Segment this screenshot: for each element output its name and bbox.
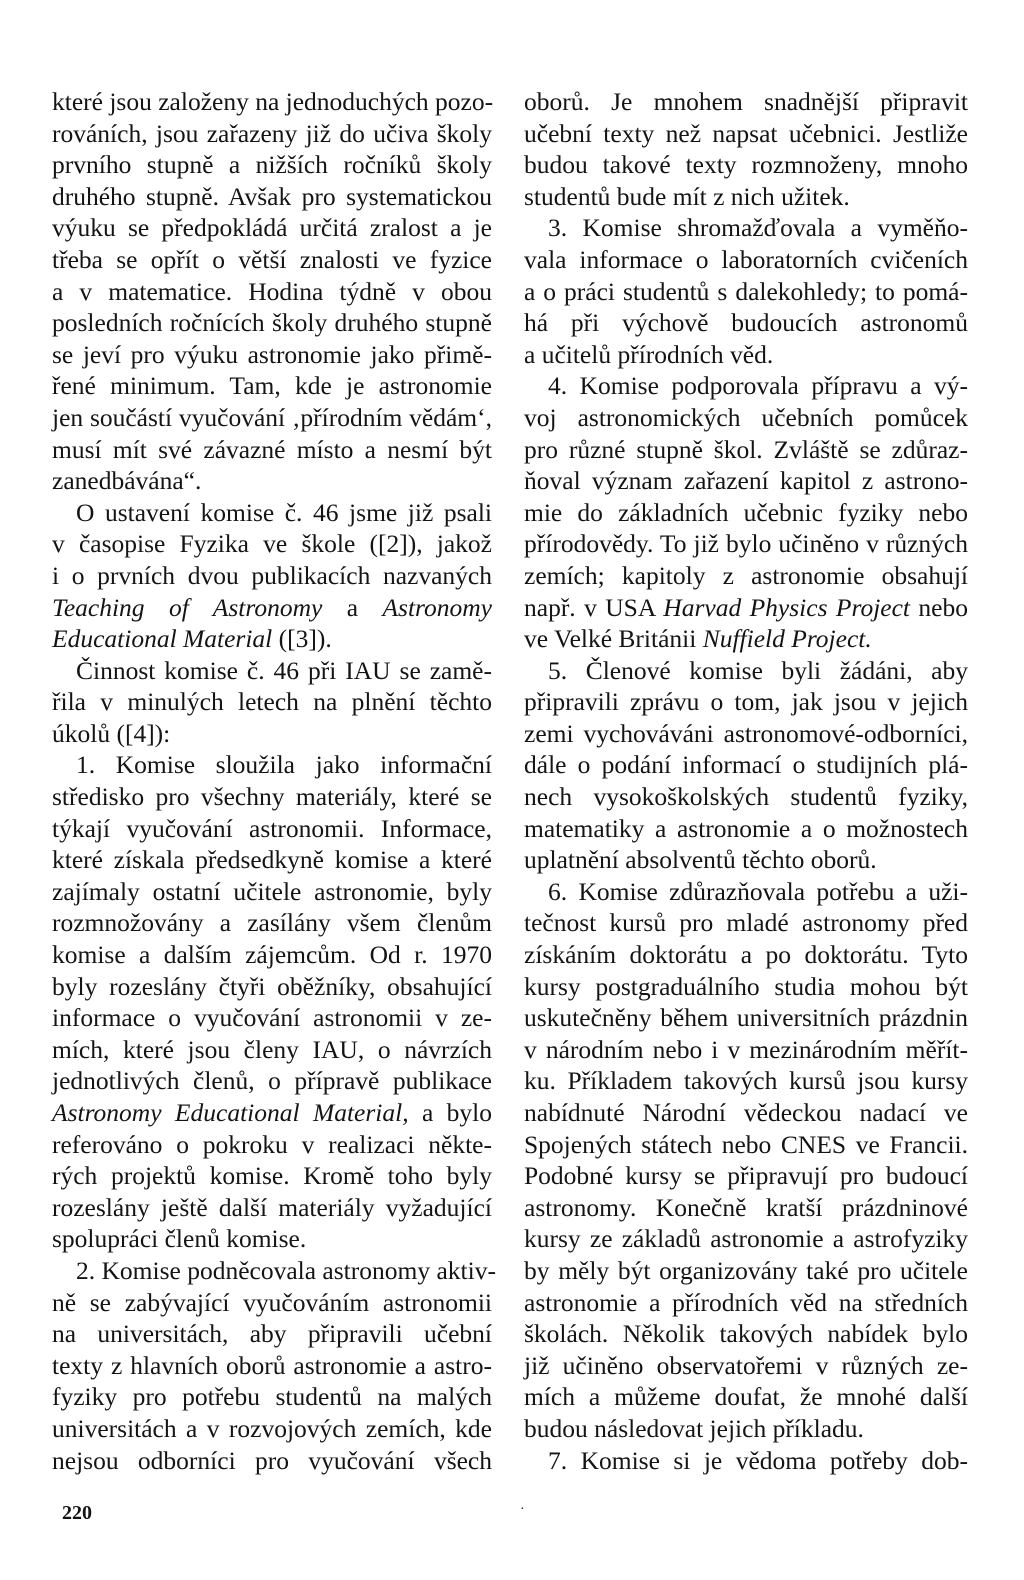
text-line: a učitelů přírodních věd.: [524, 339, 774, 369]
text-line: rozeslány ještě další materiály vyžadující: [52, 1192, 492, 1222]
text-line: školách. Několik takových nabídek bylo: [524, 1319, 968, 1349]
text-line: rozmnožovány a zasílány všem členům: [52, 908, 492, 938]
text-line: astronomy. Konečně kratší prázdninové: [524, 1192, 968, 1222]
right-column: [524, 86, 968, 1476]
text-line: rých projektů komise. Kromě toho byly: [52, 1161, 492, 1191]
text-line: řila v minulých letech na plnění těchto: [52, 687, 492, 717]
text-line: O ustavení komise č. 46 jsme již psali: [76, 497, 492, 527]
text-fragment: např. v USA: [524, 592, 664, 622]
text-line: rováních, jsou zařazeny již do učiva školy: [52, 118, 492, 148]
text-line: 7. Komise si je vědoma potřeby dob-: [548, 1445, 968, 1475]
text-line: referováno o pokroku v realizaci někte-: [52, 1129, 492, 1159]
text-line: universitách a v rozvojových zemích, kde: [52, 1413, 492, 1443]
text-line: i o prvních dvou publikacích nazvaných: [52, 560, 492, 590]
text-line: Podobné kursy se připravují pro budoucí: [524, 1161, 968, 1191]
text-line: a v matematice. Hodina týdně v obou: [52, 276, 492, 306]
text-line: ně se zabývající vyučováním astronomii: [52, 1287, 492, 1317]
text-line: posledních ročnících školy druhého stupně: [52, 308, 492, 338]
text-line: musí mít své závazné místo a nesmí být: [52, 434, 492, 464]
text-line: mie do základních učebnic fyziky nebo: [524, 497, 968, 527]
text-line: mích, které jsou členy IAU, o návrzích: [52, 1034, 492, 1064]
text-line: zemi vychováváni astronomové-odborníci,: [524, 718, 968, 748]
text-line: 5. Členové komise byli žádáni, aby: [548, 655, 968, 685]
text-line: ňoval význam zařazení kapitol z astrono-: [524, 466, 968, 496]
text-line: oborů. Je mnohem snadnější připravit: [524, 87, 968, 116]
text-line: v časopise Fyzika ve škole ([2]), jakož: [52, 529, 492, 559]
text-line: budou takové texty rozmnoženy, mnoho: [524, 150, 968, 180]
text-line: týkají vyučování astronomii. Informace,: [52, 813, 492, 843]
text-fragment: ve Velké Británii: [524, 624, 703, 654]
text-fragment: ([3]).: [272, 624, 332, 654]
text-line: připravili zprávu o tom, jak jsou v jejich: [524, 687, 968, 717]
text-line: astronomie a přírodních věd na středních: [524, 1287, 968, 1317]
text-line: by měly být organizovány také pro učitele: [524, 1255, 968, 1285]
text-line: tečnost kursů pro mladé astronomy před: [524, 908, 968, 938]
text-line: zanedbávána“.: [52, 466, 202, 496]
text-line: matematiky a astronomie a o možnostech: [524, 813, 968, 843]
text-line: učební texty než napsat učebnici. Jestliže: [524, 118, 968, 148]
text-line: [52, 1097, 492, 1129]
text-line: jednotlivých členů, o přípravě publikace: [52, 1066, 492, 1096]
italic-title: Harvad Physics Project: [663, 592, 911, 622]
text-line: uplatnění absolventů těchto oborů.: [524, 845, 877, 875]
text-line: spolupráci členů komise.: [52, 1224, 307, 1254]
text-line: mích a můžeme doufat, že mnohé další: [524, 1382, 968, 1412]
print-speck: ·: [520, 1502, 525, 1517]
text-line: fyziky pro potřebu studentů na malých: [52, 1382, 492, 1412]
text-line: řené minimum. Tam, kde je astronomie: [52, 371, 492, 401]
text-line: dále o podání informací o studijních plá-: [524, 750, 968, 780]
text-line: zajímaly ostatní učitele astronomie, byly: [52, 876, 492, 906]
left-column: [52, 86, 496, 1476]
italic-title: Teaching of Astronomy: [52, 592, 323, 622]
text-line: a o práci studentů s dalekohledy; to pomá-: [524, 276, 968, 306]
text-line: úkolů ([4]):: [52, 718, 171, 748]
text-line: nabídnuté Národní vědeckou nadací ve: [524, 1098, 968, 1127]
text-line: nech vysokoškolských studentů fyziky,: [524, 782, 968, 812]
text-line: 6. Komise zdůrazňovala potřebu a uži-: [548, 876, 968, 906]
text-line: středisko pro všechny materiály, které se: [52, 782, 492, 812]
text-line: Činnost komise č. 46 při IAU se zamě-: [76, 655, 492, 685]
text-line: které získala předsedkyně komise a které: [52, 845, 492, 875]
text-line: získáním doktorátu a po doktorátu. Tyto: [524, 940, 968, 970]
page-number: 220: [62, 1502, 92, 1524]
text-line: texty z hlavních oborů astronomie a astro-: [52, 1350, 492, 1380]
text-line: komise a dalším zájemcům. Od r. 1970: [52, 940, 492, 970]
text-line: prvního stupně a nižších ročníků školy: [52, 150, 492, 180]
text-fragment: a bylo: [408, 1098, 492, 1127]
text-line: [52, 623, 492, 655]
text-line: [52, 592, 492, 624]
text-line: byly rozeslány čtyři oběžníky, obsahující: [52, 971, 492, 1001]
text-line: kursy postgraduálního studia mohou být: [524, 971, 968, 1001]
text-line: 1. Komise sloužila jako informační: [76, 750, 492, 780]
text-line: ku. Příkladem takových kursů jsou kursy: [524, 1066, 968, 1096]
text-line: nejsou odborníci pro vyučování všech: [52, 1445, 492, 1475]
text-line: na universitách, aby připravili učební: [52, 1319, 492, 1349]
text-line: há při výchově budoucích astronomů: [524, 308, 968, 338]
text-line: zemích; kapitoly z astronomie obsahují: [524, 560, 968, 590]
text-line: voj astronomických učebních pomůcek: [524, 402, 968, 432]
text-line: druhého stupně. Avšak pro systematickou: [52, 181, 492, 211]
text-line: pro různé stupně škol. Zvláště se zdůraz-: [524, 434, 968, 464]
text-line: Spojených státech nebo CNES ve Francii.: [524, 1129, 968, 1159]
italic-title: Astronomy: [382, 592, 492, 622]
text-line: 4. Komise podporovala přípravu a vý-: [548, 371, 968, 401]
text-line: 3. Komise shromažďovala a vyměňo-: [548, 213, 968, 243]
text-line: informace o vyučování astronomii v ze-: [52, 1003, 492, 1033]
text-line: uskutečněny během universitních prázdnin: [524, 1003, 968, 1033]
italic-title: Astronomy Educational Material,: [52, 1098, 409, 1127]
text-line: výuku se předpokládá určitá zralost a je: [52, 213, 492, 243]
italic-title: Educational Material: [52, 624, 273, 654]
text-line: 2. Komise podněcovala astronomy aktiv-: [76, 1255, 496, 1285]
text-line: přírodovědy. To již bylo učiněno v různých: [524, 529, 968, 559]
text-line: kursy ze základů astronomie a astrofyziky: [524, 1224, 968, 1254]
text-line: studentů bude mít z nich užitek.: [524, 181, 850, 211]
text-line: vala informace o laboratorních cvičeních: [524, 244, 968, 274]
italic-title: Nuffield Project.: [702, 624, 872, 654]
text-line: třeba se opřít o větší znalosti ve fyzice: [52, 244, 492, 274]
text-line: [524, 592, 968, 624]
text-line: [524, 623, 968, 655]
text-line: budou následovat jejich příkladu.: [524, 1413, 864, 1443]
text-fragment: a: [322, 592, 383, 622]
text-line: již učiněno observatořemi v různých ze-: [524, 1350, 968, 1380]
text-line: v národním nebo i v mezinárodním měřít-: [524, 1034, 968, 1064]
text-line: jen součástí vyučování ‚přírodním vědám‘,: [52, 402, 492, 432]
text-line: se jeví pro výuku astronomie jako přimě-: [52, 339, 492, 369]
text-fragment: nebo: [910, 592, 968, 622]
text-line: které jsou založeny na jednoduchých pozo-: [52, 87, 494, 116]
